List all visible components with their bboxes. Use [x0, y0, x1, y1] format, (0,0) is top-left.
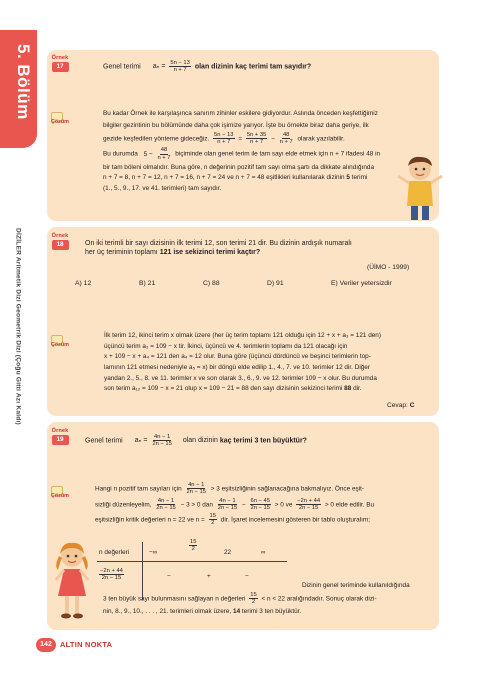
- example-number: 17: [52, 62, 69, 72]
- example-18-solution: İlk terim 12, ikinci terim x olmak üzere (her üç terim toplamı 121 olduğu için 12 + x + a₃ = 121 den) üçüncü terim a₃ = 109 − x tir. İkinci, üçüncü ve 4. terimlerin toplamı da 121 olacağı için x + 109 − x + a₄ = 121 den a₄ = 12 olur. Buna göre (üçüncü dördüncü ve beşinci terimlerin top- lamının 121 etmesi nedeniyle a₅ = x) bir döngü elde edilip 1., 4., 7. ve 10. terimler 12 dir. Diğer yandan 2., 5., 8. ve 11. terimler x ve son olarak 3., 6., 9. ve 12. terimler 109 − x olur. Bu durumda son terim a₁₂ = 109 − x = 21 olup x = 109 − 21 = 88 den sayı dizisinin sekizinci terimi 88 dir.: [104, 332, 381, 393]
- sign-cell: −: [167, 573, 171, 580]
- choice-a[interactable]: A) 12: [75, 280, 92, 287]
- example-19-conclusion: 3 ten büyük sayı bulunmasını sağlayan n değerleri $\frac{15}{2}$ < n < 22 aralığındadır. Sonuç olarak dizi- nin, 8., 9., 10., . . . , 21. terimleri olmak üzere, 14 terimi 3 ten büyüktür.: [103, 592, 377, 616]
- sign-cell: −: [245, 573, 249, 580]
- choice-b[interactable]: B) 21: [139, 280, 156, 287]
- example-19-box: [47, 422, 439, 630]
- answer-choices: [75, 280, 425, 289]
- answer-line: Cevap: C: [387, 402, 415, 409]
- chapter-sidebar: [0, 30, 37, 650]
- example-label: Örnek: [51, 55, 69, 61]
- table-row-label: n değerleri: [99, 549, 130, 556]
- example-19-note: Dizinin genel teriminde kullanıldığında: [302, 582, 410, 589]
- brand-name: ALTIN NOKTA: [60, 640, 113, 650]
- choice-d[interactable]: D) 91: [267, 280, 284, 287]
- page-number: 142: [36, 638, 56, 652]
- example-19-badge: Örnek 19: [51, 428, 69, 444]
- critical-value-2: 22: [224, 549, 232, 556]
- example-17-question: Genel terimi aₙ = $\frac{5n - 13}{n + 7}$ olan dizinin kaç terimi tam sayıdır?: [103, 60, 312, 74]
- choice-c[interactable]: C) 88: [203, 280, 220, 287]
- sign-cell: +: [207, 573, 211, 580]
- girl-illustration: [50, 540, 94, 622]
- example-18-question: On iki terimli bir sayı dizisinin ilk terimi 12, son terimi 21 dir. Bu dizinin ardışık numaralı her üç teriminin toplamı 121 ise sekizinci terimi kaçtır?: [85, 240, 352, 257]
- table-divider: [97, 561, 287, 562]
- choice-e[interactable]: E) Veriler yetersizdir: [331, 280, 392, 287]
- solution-badge: Çözüm: [51, 112, 73, 124]
- pos-infinity: ∞: [261, 549, 266, 556]
- fraction: $\frac{5n - 13}{n + 7}$: [170, 60, 190, 74]
- topic-title: DİZİLER Aritmetik Dizi Geometrik Dizi (Çoğu Gitti Azı Kaldı): [14, 228, 22, 425]
- neg-infinity: −∞: [149, 549, 158, 556]
- chapter-title: 5. Bölüm: [14, 44, 33, 120]
- solution-badge: Çözüm: [51, 486, 73, 498]
- example-17-solution: Bu kadar Örnek ile karşılaşınca sanırım zihinler eskilere gidiyordur. Aslında önceden keşfettiğimiz bilgiler gezintinin bu bölümünde daha çok işimize yarıyor. İşte bu örnekte biraz daha geriye, ilk gezide keşfedilen yönteme gideceğiz. $\frac{5n - 13}{n + 7}$ = $\frac{5n + 35}{n + 7}$ − $\frac{48}{n + 7}$ olarak yazılabilir. Bu durumda 5 − $\frac{48}{n + 7}$ biçiminde olan genel terim ile tam sayı elde etmek için n + 7 ifadesi 48 in bir tam böleni olmalıdır. Buna göre, n değerinin pozitif tam sayı olma şartı da dikkate alındığında n + 7 = 8, n + 7 = 12, n + 7 = 16, n + 7 = 24 ve n + 7 = 48 eşitlikleri kullanılarak dizinin 5 terimi (1., 5., 9., 17. ve 41. terimleri) tam sayıdır.: [103, 110, 381, 192]
- sign-expression: $\frac{-2n + 44}{2n - 15}$: [100, 568, 123, 582]
- example-17-box: [47, 50, 439, 221]
- solution-badge: Çözüm: [51, 335, 73, 347]
- example-17-badge: [50, 55, 70, 72]
- critical-value-1: $\frac{15}{2}$: [190, 539, 197, 553]
- example-19-question: Genel terimi aₙ = $\frac{4n - 1}{2n - 15}$ olan dizinin kaç terimi 3 ten büyüktür?: [85, 434, 307, 448]
- source-note: (ÜİMO - 1999): [367, 264, 410, 271]
- boy-illustration: [392, 154, 448, 224]
- example-19-solution: Hangi n pozitif tam sayıları için $\frac{4n - 1}{2n - 15}$ > 3 eşitsizliğinin sağlanacağına bakmalıyız. Önce eşit- sizliği düzenleyelim, $\frac{4n - 1}{2n - 15}$ − 3 > 0 dan $\frac{4n - 1}{2n - 15}$ − $\frac{6n - 45}{2n - 15}$ > 0 ve $\frac{-2n + 44}{2n - 15}$ > 0 elde edilir. Bu eşitsizliğin kritik değerleri n = 22 ve n = $\frac{15}{2}$ dir. İşaret incelemesini gösteren bir tablo oluşturalım;: [95, 482, 375, 527]
- example-18-box: [47, 227, 439, 416]
- answer-value: C: [409, 402, 415, 409]
- example-18-badge: Örnek 18: [51, 233, 69, 249]
- page-footer: [36, 636, 112, 654]
